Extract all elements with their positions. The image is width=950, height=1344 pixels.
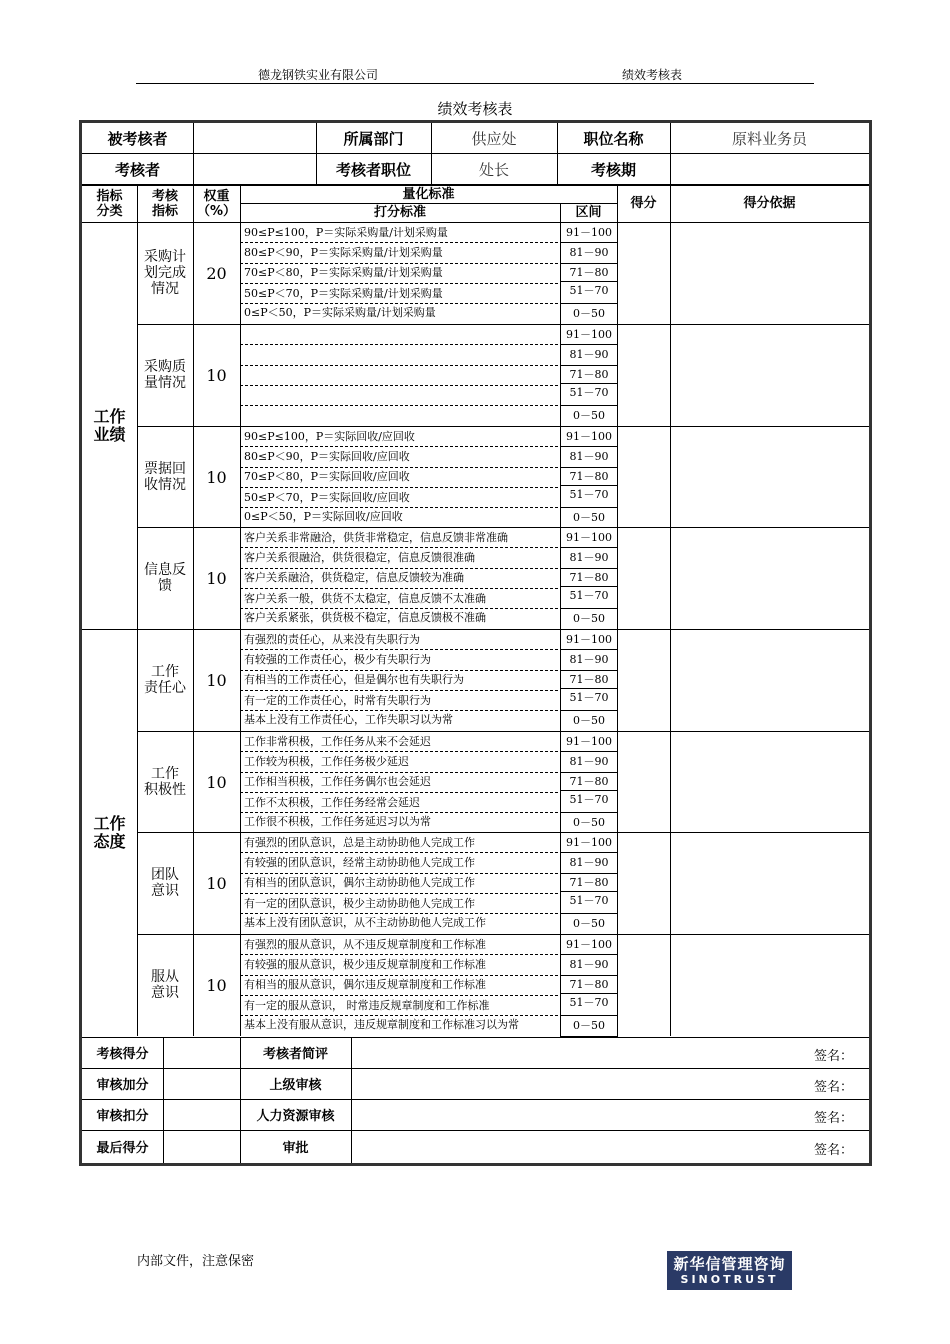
signature-label: 签名： [813, 1049, 853, 1064]
criterion-divider [240, 507, 558, 508]
range-value: 71－80 [569, 876, 609, 889]
criterion-text: 有相当的工作责任心，但是偶尔也有失职行为 [244, 673, 464, 686]
criterion-divider [240, 690, 558, 691]
range-value: 0－50 [573, 612, 605, 625]
assessor-position-label: 考核者职位 [335, 160, 411, 179]
grid-line [617, 934, 670, 935]
criterion-divider [240, 344, 558, 345]
criterion-text [244, 389, 558, 403]
grid-line [670, 324, 869, 325]
criterion-divider [240, 588, 558, 589]
criterion-text: 0≤P＜50，P＝实际回收/应回收 [244, 510, 403, 523]
range-value: 51－70 [569, 691, 609, 704]
indicator-weight: 10 [206, 975, 227, 995]
col-header-basis: 得分依据 [743, 196, 796, 211]
criterion-divider [240, 975, 558, 976]
criterion-divider [240, 303, 558, 304]
grid-line [670, 731, 869, 732]
range-divider [560, 608, 617, 609]
criterion-text: 有强烈的团队意识，总是主动协助他人完成工作 [244, 836, 475, 849]
criterion-text: 有一定的团队意识，极少主动协助他人完成工作 [244, 897, 475, 910]
criterion-divider [240, 385, 558, 386]
range-value: 81－90 [569, 755, 609, 768]
criterion-divider [240, 242, 558, 243]
bottom-label: 最后得分 [96, 1141, 149, 1156]
sinotrust-logo [667, 1251, 792, 1290]
criterion-divider [240, 608, 558, 609]
range-value: 51－70 [569, 793, 609, 806]
range-divider [560, 1015, 617, 1016]
page-title: 绩效考核表 [437, 100, 513, 118]
range-value: 71－80 [569, 978, 609, 991]
criterion-text: 基本上没有工作责任心，工作失职习以为常 [244, 713, 453, 726]
range-value: 0－50 [573, 714, 605, 727]
criterion-divider [240, 792, 558, 793]
criterion-divider [240, 365, 558, 366]
criterion-text: 有较强的服从意识，极少违反规章制度和工作标准 [244, 958, 486, 971]
range-value: 0－50 [573, 917, 605, 930]
grid-line [617, 426, 670, 427]
criterion-text: 基本上没有团队意识，从不主动协助他人完成工作 [244, 916, 486, 929]
grid-line [670, 832, 869, 833]
criterion-divider [240, 487, 558, 488]
range-divider [560, 790, 617, 791]
criterion-text: 50≤P＜70，P＝实际回收/应回收 [244, 491, 410, 504]
bottom-review-label: 审批 [282, 1141, 309, 1156]
criterion-text: 客户关系融洽，供货稳定，信息反馈较为准确 [244, 571, 464, 584]
indicator-weight: 10 [206, 670, 227, 690]
range-divider [560, 891, 617, 892]
range-divider [560, 954, 617, 955]
criterion-text [244, 348, 558, 362]
range-value: 0－50 [573, 1019, 605, 1032]
grid-line [82, 629, 869, 630]
indicator-weight: 20 [206, 263, 227, 283]
range-value: 81－90 [569, 856, 609, 869]
bottom-value-field[interactable] [163, 1037, 240, 1068]
range-value: 81－90 [569, 246, 609, 259]
range-value: 91－100 [566, 226, 612, 239]
criterion-text: 有强烈的责任心，从来没有失职行为 [244, 633, 420, 646]
criterion-text: 工作非常积极，工作任务从来不会延迟 [244, 735, 431, 748]
criterion-divider [240, 263, 558, 264]
period-label: 考核期 [590, 160, 636, 179]
col-header-category: 指标 分类 [96, 188, 123, 219]
grid-line [617, 731, 670, 732]
criterion-text: 80≤P＜90，P＝实际回收/应回收 [244, 450, 410, 463]
indicator-name: 信息反 馈 [144, 562, 186, 594]
range-divider [560, 975, 617, 976]
range-value: 0－50 [573, 816, 605, 829]
range-value: 91－100 [566, 531, 612, 544]
assessment-table [79, 120, 872, 1166]
criterion-text: 有一定的服从意识， 时常违反规章制度和工作标准 [244, 999, 490, 1012]
criterion-text: 有相当的服从意识，偶尔违反规章制度和工作标准 [244, 978, 486, 991]
range-divider [560, 670, 617, 671]
criterion-divider [240, 670, 558, 671]
bottom-review-label: 上级审核 [269, 1078, 322, 1093]
criterion-divider [240, 467, 558, 468]
range-value: 81－90 [569, 551, 609, 564]
range-value: 81－90 [569, 958, 609, 971]
criterion-divider [240, 893, 558, 894]
col-header-scoring: 打分标准 [373, 205, 426, 220]
criterion-text: 工作不太积极，工作任务经常会延迟 [244, 796, 420, 809]
range-divider [560, 772, 617, 773]
criterion-text: 客户关系很融洽，供货很稳定，信息反馈很准确 [244, 551, 475, 564]
criterion-divider [240, 568, 558, 569]
range-value: 51－70 [569, 589, 609, 602]
bottom-value-field[interactable] [163, 1068, 240, 1099]
range-divider [560, 568, 617, 569]
signature-field[interactable] [351, 1037, 869, 1068]
range-value: 81－90 [569, 653, 609, 666]
range-divider [560, 242, 617, 243]
range-divider [560, 365, 617, 366]
range-value: 71－80 [569, 775, 609, 788]
logo-cn-text: 新华信管理咨询 [673, 1255, 786, 1273]
criterion-text [244, 328, 558, 342]
criterion-text [244, 408, 558, 422]
range-value: 71－80 [569, 571, 609, 584]
criterion-text: 90≤P≤100，P＝实际回收/应回收 [244, 430, 415, 443]
range-divider [560, 344, 617, 345]
period-value[interactable] [670, 154, 869, 184]
range-divider [560, 913, 617, 914]
col-header-quant: 量化标准 [402, 186, 455, 202]
criterion-divider [240, 649, 558, 650]
indicator-name: 票据回 收情况 [144, 461, 186, 493]
criterion-divider [240, 852, 558, 853]
criterion-text: 工作较为积极，工作任务极少延迟 [244, 755, 409, 768]
criterion-text [244, 368, 558, 382]
range-value: 0－50 [573, 307, 605, 320]
bottom-label: 审核加分 [96, 1078, 149, 1093]
range-value: 91－100 [566, 836, 612, 849]
assessee-label: 被考核者 [107, 129, 168, 148]
criterion-divider [240, 547, 558, 548]
assessor-label: 考核者 [114, 160, 160, 179]
criterion-divider [240, 873, 558, 874]
indicator-name: 工作 积极性 [144, 766, 186, 798]
criterion-text: 有较强的团队意识，经常主动协助他人完成工作 [244, 856, 475, 869]
criterion-text: 工作很不积极，工作任务延迟习以为常 [244, 815, 431, 828]
indicator-weight: 10 [206, 365, 227, 385]
range-value: 51－70 [569, 894, 609, 907]
indicator-name: 采购计 划完成 情况 [144, 249, 186, 297]
range-value: 91－100 [566, 430, 612, 443]
criterion-text: 90≤P≤100，P＝实际采购量/计划采购量 [244, 226, 448, 239]
criterion-divider [240, 954, 558, 955]
criterion-divider [240, 1015, 558, 1016]
range-value: 51－70 [569, 284, 609, 297]
criterion-text: 0≤P＜50，P＝实际采购量/计划采购量 [244, 306, 436, 319]
indicator-weight: 10 [206, 568, 227, 588]
criterion-text: 70≤P＜80，P＝实际回收/应回收 [244, 470, 410, 483]
col-header-score: 得分 [630, 196, 657, 211]
range-value: 91－100 [566, 735, 612, 748]
logo-en-text: SINOTRUST [680, 1273, 779, 1286]
criterion-divider [240, 710, 558, 711]
range-divider [560, 507, 617, 508]
bottom-value-field[interactable] [163, 1099, 240, 1130]
range-divider [560, 485, 617, 486]
criterion-divider [240, 405, 558, 406]
indicator-name: 团队 意识 [151, 867, 179, 899]
criterion-text: 有相当的团队意识，偶尔主动协助他人完成工作 [244, 876, 475, 889]
range-divider [560, 405, 617, 406]
criterion-divider [240, 995, 558, 996]
indicator-weight: 10 [206, 873, 227, 893]
criterion-text: 工作相当积极，工作任务偶尔也会延迟 [244, 775, 431, 788]
criterion-divider [240, 772, 558, 773]
range-value: 81－90 [569, 348, 609, 361]
range-divider [560, 383, 617, 384]
criterion-text: 80≤P＜90，P＝实际采购量/计划采购量 [244, 246, 443, 259]
criterion-text: 有强烈的服从意识，从不违反规章制度和工作标准 [244, 938, 486, 951]
grid-line [617, 324, 670, 325]
position-value[interactable]: 原料业务员 [731, 129, 807, 148]
range-divider [560, 649, 617, 650]
range-value: 91－100 [566, 938, 612, 951]
range-divider [560, 873, 617, 874]
criterion-text: 有较强的工作责任心，极少有失职行为 [244, 653, 431, 666]
grid-line [670, 527, 869, 528]
criterion-divider [240, 812, 558, 813]
criterion-text: 基本上没有服从意识，违反规章制度和工作标准习以为常 [244, 1018, 519, 1031]
range-divider [560, 993, 617, 994]
criterion-divider [240, 446, 558, 447]
criterion-text: 客户关系紧张，供货极不稳定，信息反馈极不准确 [244, 611, 486, 624]
grid-line [670, 934, 869, 935]
criterion-text: 客户关系一般，供货不太稳定，信息反馈不太准确 [244, 592, 486, 605]
range-divider [560, 586, 617, 587]
range-divider [560, 812, 617, 813]
range-value: 81－90 [569, 450, 609, 463]
range-divider [560, 446, 617, 447]
indicator-name: 工作 责任心 [144, 664, 186, 696]
range-value: 71－80 [569, 673, 609, 686]
range-value: 0－50 [573, 511, 605, 524]
assessor-value[interactable] [193, 154, 316, 184]
range-divider [560, 751, 617, 752]
signature-label: 签名： [813, 1111, 853, 1126]
col-header-indicator: 考核 指标 [151, 188, 178, 219]
range-divider [560, 688, 617, 689]
signature-field[interactable] [351, 1068, 869, 1099]
col-header-range: 区间 [575, 205, 602, 220]
signature-field[interactable] [351, 1099, 869, 1130]
indicator-weight: 10 [206, 772, 227, 792]
criterion-text: 客户关系非常融洽，供货非常稳定，信息反馈非常准确 [244, 531, 508, 544]
range-value: 51－70 [569, 386, 609, 399]
grid-line [670, 426, 869, 427]
grid-line [617, 832, 670, 833]
range-divider [560, 263, 617, 264]
category-attitude: 工作 态度 [93, 813, 126, 851]
category-performance: 工作 业绩 [93, 406, 126, 444]
range-value: 71－80 [569, 470, 609, 483]
range-divider [560, 710, 617, 711]
range-divider [560, 281, 617, 282]
assessee-value[interactable] [193, 123, 316, 153]
criterion-divider [240, 913, 558, 914]
range-value: 51－70 [569, 996, 609, 1009]
range-divider [560, 852, 617, 853]
header-doc-name: 绩效考核表 [622, 68, 683, 82]
range-value: 0－50 [573, 409, 605, 422]
criterion-divider [240, 283, 558, 284]
indicator-name: 服从 意识 [151, 969, 179, 1001]
indicator-weight: 10 [206, 467, 227, 487]
bottom-review-label: 人力资源审核 [256, 1109, 335, 1124]
bottom-label: 审核扣分 [96, 1109, 149, 1124]
grid-line [617, 527, 670, 528]
criterion-text: 70≤P＜80，P＝实际采购量/计划采购量 [244, 266, 443, 279]
criterion-text: 有一定的工作责任心，时常有失职行为 [244, 694, 431, 707]
range-value: 71－80 [569, 368, 609, 381]
dept-label: 所属部门 [343, 129, 404, 148]
bottom-review-label: 考核者简评 [262, 1047, 328, 1062]
range-divider [560, 547, 617, 548]
position-label: 职位名称 [583, 129, 644, 148]
indicator-name: 采购质 量情况 [144, 359, 186, 391]
range-value: 51－70 [569, 488, 609, 501]
signature-field[interactable] [351, 1130, 869, 1163]
signature-label: 签名： [813, 1143, 853, 1158]
col-header-weight: 权重 （%） [196, 188, 237, 219]
range-value: 91－100 [566, 328, 612, 341]
bottom-value-field[interactable] [163, 1130, 240, 1163]
header-rule [136, 83, 814, 84]
footer-note: 内部文件，注意保密 [137, 1254, 255, 1269]
range-divider [560, 303, 617, 304]
range-value: 91－100 [566, 633, 612, 646]
signature-label: 签名： [813, 1080, 853, 1095]
range-divider [560, 467, 617, 468]
header-company: 德龙钢铁实业有限公司 [258, 68, 379, 82]
dept-value[interactable]: 供应处 [471, 129, 517, 148]
criterion-text: 50≤P＜70，P＝实际采购量/计划采购量 [244, 287, 443, 300]
range-value: 71－80 [569, 266, 609, 279]
assessor-position-value[interactable]: 处长 [478, 160, 509, 179]
criterion-divider [240, 751, 558, 752]
bottom-label: 考核得分 [96, 1047, 149, 1062]
